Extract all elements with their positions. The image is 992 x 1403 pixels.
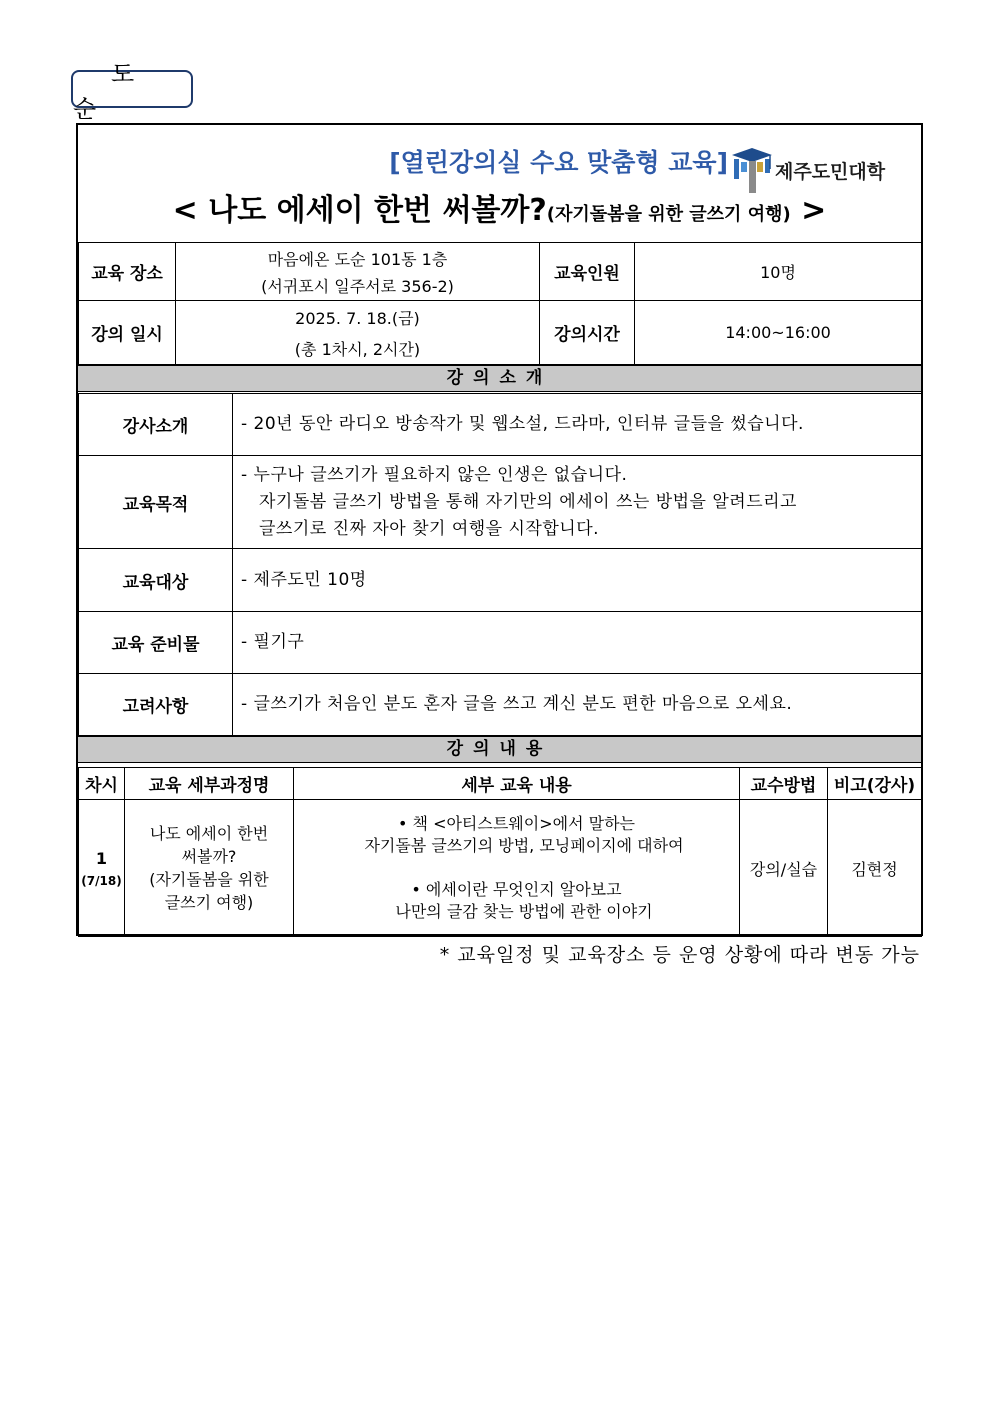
intro-row xyxy=(79,549,922,612)
course-cell xyxy=(125,800,294,937)
intro-content xyxy=(233,394,922,456)
title-sub: (자기돌봄을 위한 글쓰기 여행) xyxy=(546,204,791,225)
detail-header-row xyxy=(79,768,922,800)
count-value: 10명 xyxy=(635,243,922,301)
intro-row xyxy=(79,612,922,674)
intro-row xyxy=(79,394,922,456)
detail-table xyxy=(78,767,922,937)
intro-line: - 필기구 xyxy=(241,632,305,652)
subtitle: [열린강의실 수요 맞춤형 교육] xyxy=(389,148,728,177)
intro-section-bar: 강의소개 xyxy=(78,365,921,392)
place-label: 교육 장소 xyxy=(79,243,176,301)
intro-line: 글쓰기로 진짜 자아 찾기 여행을 시작합니다. xyxy=(259,518,600,539)
course-line: 써볼까? xyxy=(181,847,237,866)
intro-label: 교육대상 xyxy=(79,549,233,612)
content-section-bar: 강의내용 xyxy=(78,736,921,763)
title-end: > xyxy=(790,193,827,228)
col-instructor: 비고(강사) xyxy=(828,768,922,800)
date-label: 강의 일시 xyxy=(79,301,176,365)
intro-content xyxy=(233,612,922,674)
col-session: 차시 xyxy=(79,768,125,800)
intro-line: - 글쓰기가 처음인 분도 혼자 글을 쓰고 계신 분도 편한 마음으로 오세요. xyxy=(241,694,793,714)
logo-text: 제주도민대학 xyxy=(775,161,886,183)
place-line2: (서귀포시 일주서로 356-2) xyxy=(261,276,454,296)
count-label: 교육인원 xyxy=(540,243,635,301)
intro-label: 강사소개 xyxy=(79,394,233,456)
bullet-line: 나만의 글감 찾는 방법에 관한 이야기 xyxy=(395,902,653,921)
detail-row xyxy=(79,800,922,937)
intro-line: 자기돌봄 글쓰기 방법을 통해 자기만의 에세이 쓰는 방법을 알려드리고 xyxy=(259,491,797,512)
intro-line: - 20년 동안 라디오 방송작가 및 웹소설, 드라마, 인터뷰 글들을 썼습니다. xyxy=(241,414,804,434)
intro-row xyxy=(79,674,922,736)
time-label: 강의시간 xyxy=(540,301,635,365)
intro-label: 교육 준비물 xyxy=(79,612,233,674)
course-line: 나도 에세이 한번 xyxy=(149,824,269,843)
intro-label: 고려사항 xyxy=(79,674,233,736)
intro-content xyxy=(233,674,922,736)
session-number: 1 xyxy=(95,848,108,868)
course-line: 글쓰기 여행) xyxy=(164,893,254,912)
col-content: 세부 교육 내용 xyxy=(294,768,740,800)
title-section xyxy=(78,125,921,243)
col-method: 교수방법 xyxy=(740,768,828,800)
time-value: 14:00~16:00 xyxy=(635,301,922,365)
info-row-place xyxy=(79,243,922,301)
course-flyer xyxy=(76,123,923,936)
intro-content xyxy=(233,549,922,612)
session-cell xyxy=(79,800,125,937)
intro-table xyxy=(78,393,922,736)
footnote: * 교육일정 및 교육장소 등 운영 상황에 따라 변동 가능 xyxy=(439,944,920,966)
title-main: < 나도 에세이 한번 써볼까? xyxy=(172,193,547,228)
col-course: 교육 세부과정명 xyxy=(125,768,294,800)
intro-row xyxy=(79,456,922,549)
bullet-line: • 책 <아티스트웨이>에서 말하는 xyxy=(398,814,635,833)
instructor-cell: 김현정 xyxy=(828,800,922,937)
bullet-line: • 에세이란 무엇인지 알아보고 xyxy=(411,880,622,899)
course-line: (자기돌봄을 위한 xyxy=(149,870,269,889)
date-line2: (총 1차시, 2시간) xyxy=(294,339,421,359)
intro-label: 교육목적 xyxy=(79,456,233,549)
location-tag: 도 순 xyxy=(71,70,193,108)
date-value xyxy=(176,301,540,365)
method-cell: 강의/실습 xyxy=(740,800,828,937)
bullet-line: 자기돌봄 글쓰기의 방법, 모닝페이지에 대하여 xyxy=(364,836,684,855)
intro-line: - 제주도민 10명 xyxy=(241,569,367,590)
intro-content xyxy=(233,456,922,549)
intro-line: - 누구나 글쓰기가 필요하지 않은 인생은 없습니다. xyxy=(241,464,628,485)
date-line1: 2025. 7. 18.(금) xyxy=(295,308,420,328)
content-cell xyxy=(294,800,740,937)
info-table xyxy=(78,242,922,365)
place-line1: 마음에온 도순 101동 1층 xyxy=(267,249,448,269)
main-title xyxy=(78,185,921,229)
info-row-date xyxy=(79,301,922,365)
place-value xyxy=(176,243,540,301)
session-date: (7/18) xyxy=(81,873,122,888)
